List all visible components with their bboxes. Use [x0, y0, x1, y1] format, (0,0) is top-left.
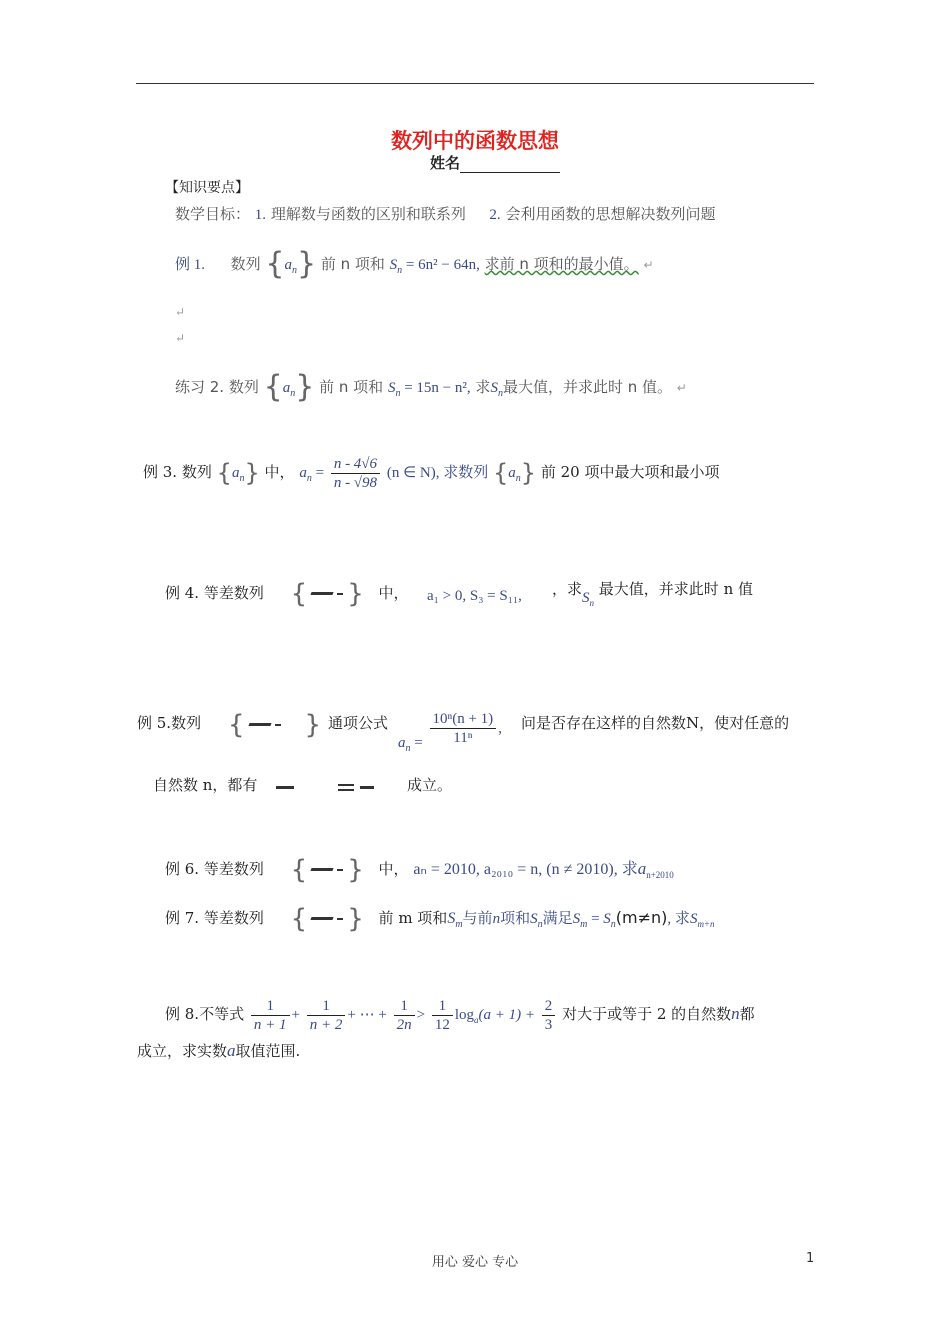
- ex4-condition: a₁ > 0, S₃ = S₁₁,: [427, 588, 522, 604]
- ex4-label: 例 4.: [165, 584, 200, 602]
- ex4-rest: ，求$S_n$ 最大值，并求此时 n 值: [552, 580, 753, 608]
- header-rule: [136, 83, 814, 84]
- example-3: 例 3. 数列 $\{a_n\}$ 中， $a_n$ = $\frac{n - 4√6}{n - √98}$ (n ∈ N), 求数列 $\{a_n\}$ 前 20 项中最大项和最小项: [143, 455, 720, 491]
- ex5-fraction: $\frac{\text{10ⁿ(n + 1)}}{\text{11ⁿ}}$: [430, 710, 497, 747]
- garbled-sequence-icon: [307, 587, 347, 601]
- garbled-sequence-icon: [245, 718, 285, 732]
- ex2-text1: 数列: [228, 378, 259, 396]
- ex1-text2: 前 n 项和: [320, 255, 385, 273]
- right-brace-icon: }: [295, 369, 315, 405]
- ex1-text1: 数列: [230, 255, 261, 273]
- return-mark-icon: ↵: [643, 258, 654, 272]
- right-brace-icon: }: [304, 710, 322, 740]
- ex8-fraction-3: $\frac{1}{2n}$: [394, 997, 415, 1034]
- ex2-label: 练习 2.: [175, 378, 225, 396]
- ex2-text2: 前 n 项和: [319, 378, 384, 396]
- garbled-sequence-icon: [307, 863, 347, 877]
- return-mark-icon: ↵: [175, 305, 186, 319]
- exercise-2: 练习 2. 数列 $\{a_n\}$ 前 n 项和 $S_n = 15n - n^2$, 求$S_n$最大值，并求此时 n 值。 ↵: [175, 369, 687, 405]
- ex8-fraction-4: $\frac{1}{12}$: [432, 997, 453, 1034]
- example-6: 例 6. 等差数列 { } 中， aₙ = 2010, a₂₀₁₀ = n, (n ≠ 2010), 求$a_{n+2010}$: [165, 855, 674, 885]
- name-label: 姓名: [430, 154, 461, 172]
- ex1-text3: 求前 n 项和的最小值。: [484, 255, 639, 273]
- left-brace-icon: {: [290, 904, 308, 934]
- objective-1-num: 1.: [254, 207, 267, 223]
- example-1: 例 1. 数列 $\{a_n\}$ 前 n 项和 $S_n = 6n^2 - 64n$, 求前 n 项和的最小值。 ↵: [175, 246, 654, 282]
- right-brace-icon: }: [296, 246, 317, 282]
- page-title: 数列中的函数思想: [391, 129, 559, 153]
- ex3-fraction: $\frac{n - 4√6}{n - √98}$: [331, 455, 380, 492]
- ex5-formula: $a_n$ = $\frac{\text{10ⁿ(n + 1)}}{\text{11ⁿ}}$ ,: [398, 711, 502, 754]
- left-brace-icon: {: [290, 579, 308, 609]
- left-brace-icon: {: [493, 459, 509, 487]
- ex5-label-line: 例 5.数列: [137, 714, 202, 732]
- name-blank[interactable]: [460, 158, 560, 173]
- return-mark-icon: ↵: [676, 381, 687, 395]
- name-field: [430, 152, 560, 173]
- left-brace-icon: {: [265, 246, 285, 282]
- objective-2-num: 2.: [489, 207, 501, 223]
- ex8-fraction-2: $\frac{1}{n + 2}$: [307, 997, 346, 1034]
- section-heading: 【知识要点】: [165, 180, 249, 196]
- ex8-fraction-5: $\frac{2}{3}$: [542, 997, 556, 1034]
- left-brace-icon: {: [290, 855, 308, 885]
- example-7: 例 7. 等差数列 { } 前 m 项和$S_m$与前n项和$S_n$满足$S_m = S_n(m\ne n)$, 求$S_{m+n}$: [165, 904, 715, 934]
- return-mark-icon: ↵: [175, 331, 186, 345]
- ex8-line2: 成立，求实数a取值范围.: [137, 1041, 301, 1060]
- garbled-sequence-icon: [307, 912, 347, 926]
- left-brace-icon: {: [228, 710, 245, 740]
- right-brace-icon: }: [244, 459, 260, 487]
- right-brace-icon: }: [347, 855, 364, 885]
- example-4: 例 4. 等差数列 { } 中，: [165, 579, 409, 609]
- ex5-text2: 通项公式: [328, 714, 389, 732]
- ex5-line2: 自然数 n，都有 成立。: [153, 776, 453, 794]
- ex1-label: 例 1.: [175, 257, 206, 273]
- right-brace-icon: }: [347, 904, 364, 934]
- objectives: [175, 203, 715, 224]
- garbled-inequality-icon: [262, 778, 402, 794]
- objectives-label: 数学目标：: [175, 205, 251, 223]
- example-8: 例 8.不等式 $\frac{1}{n + 1}$ + $\frac{1}{n + 2}$ + ⋯ + $\frac{1}{2n}$ > $\frac{1}{12}$ $\log_a(a + 1)$ + $\frac{2}{3}$ 对大于或等于 2 的自然数n都: [165, 997, 755, 1033]
- page-number: 1: [806, 1251, 815, 1266]
- right-brace-icon: }: [520, 459, 537, 487]
- footer-text: 用心 爱心 专心: [431, 1255, 519, 1270]
- objective-2: 会利用函数的思想解决数列问题: [505, 205, 716, 223]
- objective-1: 理解数与函数的区别和联系列: [270, 205, 466, 223]
- ex8-fraction-1: $\frac{1}{n + 1}$: [251, 997, 290, 1034]
- right-brace-icon: }: [347, 579, 364, 609]
- left-brace-icon: {: [263, 369, 283, 405]
- ex5-braces: [228, 710, 321, 740]
- left-brace-icon: {: [216, 459, 232, 487]
- ex3-label: 例 3.: [143, 463, 178, 481]
- ex5-text3: 问是否存在这样的自然数N，使对任意的: [521, 714, 790, 732]
